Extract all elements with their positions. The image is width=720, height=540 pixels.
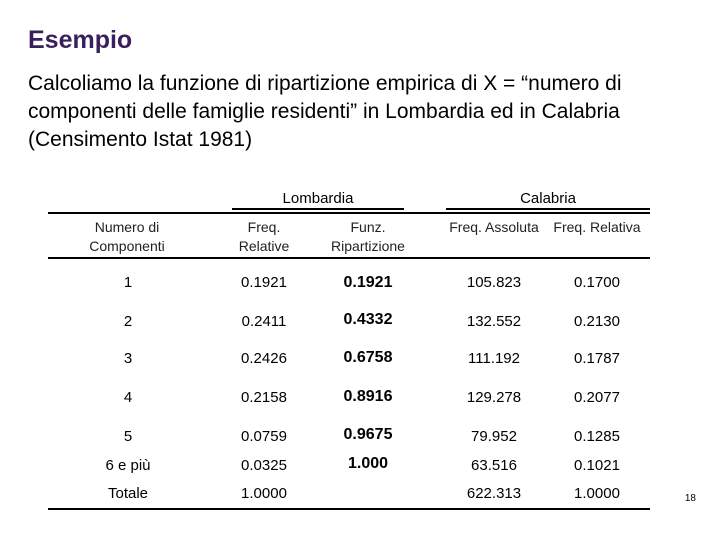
cell-freq-assoluta: 622.313 bbox=[466, 485, 522, 502]
cell-freq-relative: 0.0325 bbox=[241, 457, 287, 474]
cell-freq-relativa: 0.1285 bbox=[574, 428, 620, 445]
cell-funz-ripartizione: 0.1921 bbox=[343, 274, 393, 291]
group-lombardia: Lombardia bbox=[282, 190, 354, 207]
cell-freq-relative: 0.2411 bbox=[241, 313, 287, 330]
rule-table-top bbox=[48, 212, 650, 214]
cell-freq-relative: 0.0759 bbox=[241, 428, 287, 445]
header-freq-relative: Freq. Relative bbox=[238, 219, 290, 254]
cell-freq-assoluta: 111.192 bbox=[468, 350, 520, 367]
header-funz-ripartizione: Funz. Ripartizione bbox=[331, 219, 405, 254]
page-number: 18 bbox=[684, 493, 696, 504]
cell-freq-relative: 1.0000 bbox=[241, 485, 287, 502]
cell-componenti: 2 bbox=[123, 313, 133, 330]
cell-funz-ripartizione: 0.6758 bbox=[343, 349, 393, 366]
cell-componenti: 4 bbox=[123, 389, 133, 406]
group-calabria: Calabria bbox=[520, 190, 576, 207]
cell-componenti: 6 e più bbox=[105, 457, 151, 474]
cell-freq-assoluta: 63.516 bbox=[471, 457, 517, 474]
cell-freq-relative: 0.1921 bbox=[241, 274, 287, 291]
cell-freq-relativa: 1.0000 bbox=[574, 485, 620, 502]
cell-freq-relative: 0.2158 bbox=[241, 389, 287, 406]
header-freq-assoluta: Freq. Assoluta bbox=[449, 219, 539, 235]
intro-text: Calcoliamo la funzione di ripartizione empirica di X = “numero di componenti delle famiglie residenti” in Lombardia ed in Calabria (Censimento Istat 1981) bbox=[28, 72, 622, 151]
header-freq-relativa: Freq. Relativa bbox=[553, 219, 641, 235]
rule-table-bottom bbox=[48, 508, 650, 510]
rule-calabria bbox=[446, 208, 650, 210]
cell-freq-assoluta: 129.278 bbox=[466, 389, 522, 406]
rule-lombardia bbox=[232, 208, 404, 210]
slide-title: Esempio bbox=[28, 26, 133, 54]
cell-componenti: 1 bbox=[123, 274, 133, 291]
cell-funz-ripartizione: 0.4332 bbox=[343, 311, 393, 328]
cell-freq-relativa: 0.2077 bbox=[574, 389, 620, 406]
cell-componenti: Totale bbox=[107, 485, 149, 502]
rule-header-bottom bbox=[48, 257, 650, 259]
header-numero-componenti: Numero di Componenti bbox=[89, 219, 165, 254]
cell-freq-relativa: 0.2130 bbox=[574, 313, 620, 330]
cell-freq-assoluta: 132.552 bbox=[466, 313, 522, 330]
cell-funz-ripartizione: 0.9675 bbox=[343, 426, 393, 443]
cell-freq-assoluta: 79.952 bbox=[471, 428, 517, 445]
cell-componenti: 5 bbox=[123, 428, 133, 445]
cell-freq-relativa: 0.1787 bbox=[574, 350, 620, 367]
cell-freq-relativa: 0.1700 bbox=[574, 274, 620, 291]
cell-freq-relative: 0.2426 bbox=[241, 350, 287, 367]
cell-componenti: 3 bbox=[123, 350, 133, 367]
cell-funz-ripartizione: 1.000 bbox=[347, 455, 389, 472]
cell-freq-assoluta: 105.823 bbox=[466, 274, 522, 291]
cell-funz-ripartizione: 0.8916 bbox=[343, 388, 393, 405]
cell-freq-relativa: 0.1021 bbox=[574, 457, 620, 474]
